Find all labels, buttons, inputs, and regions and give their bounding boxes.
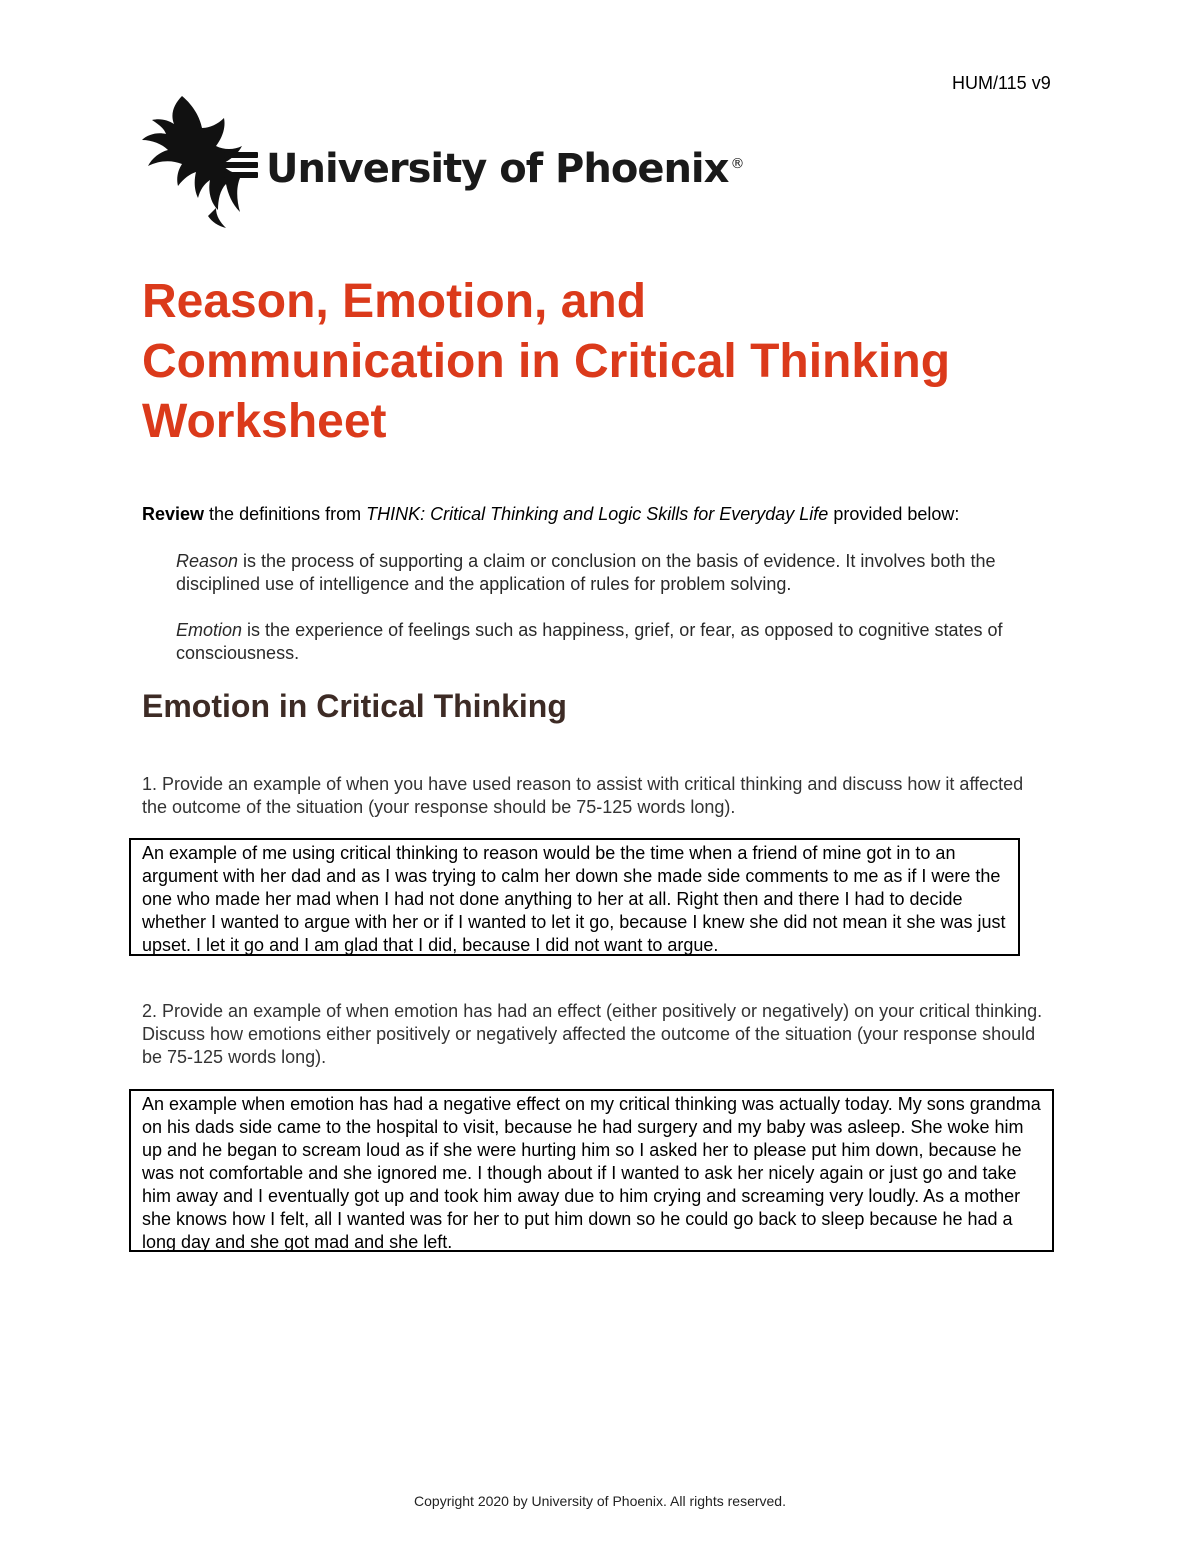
title-line-2: Communication in Critical Thinking bbox=[142, 335, 951, 388]
university-name bbox=[266, 146, 743, 192]
title-line-1: Reason, Emotion, and bbox=[142, 275, 647, 328]
intro-text-before: the definitions from bbox=[204, 504, 367, 524]
intro-text-after: provided below: bbox=[828, 504, 960, 524]
definition-emotion bbox=[176, 619, 1076, 665]
question-1: 1. Provide an example of when you have used reason to assist with critical thinking and discuss how it affected the outcome of the situation (your response should be 75-125 words long). bbox=[142, 774, 1024, 817]
section-heading: Emotion in Critical Thinking bbox=[142, 688, 567, 724]
answer-box-1[interactable]: An example of me using critical thinking to reason would be the time when a friend of mine got in to an argument with her dad and as I was trying to calm her down she made side comments to me as if I were the one who made her mad when I had not done anything to her at all. Right then and there I had to decide whether I wanted to argue with her or if I wanted to let it go, because I knew she did not mean it she was just upset. I let it go and I am glad that I did, because I did not want to argue. bbox=[129, 838, 1020, 956]
title-line-3: Worksheet bbox=[142, 395, 387, 448]
phoenix-bird-icon bbox=[138, 94, 258, 230]
reason-text: is the process of supporting a claim or conclusion on the basis of evidence. It involves both the disciplined use of intelligence and the application of rules for problem solving. bbox=[176, 551, 996, 594]
page-title bbox=[142, 272, 1102, 452]
question-2: 2. Provide an example of when emotion has had an effect (either positively or negatively) on your critical thinking. Discuss how emotions either positively or negatively affected the outcome of the situation (your response should be 75-125 words long). bbox=[142, 1001, 1043, 1067]
answer-box-2[interactable]: An example when emotion has had a negative effect on my critical thinking was actually today. My sons grandma on his dads side came to the hospital to visit, because he had surgery and my baby was asleep. She woke him up and he began to scream loud as if she were hurting him so I asked her to please put him down, because he was not comfortable and she ignored me. I though about if I wanted to ask her nicely again or just go and take him away and I eventually got up and took him away due to him crying and screaming very loudly. As a mother she knows how I felt, all I wanted was for her to put him down so he could go back to sleep because he had a long day and she got mad and she left. bbox=[129, 1089, 1054, 1252]
university-logo bbox=[138, 94, 743, 230]
copyright-footer: Copyright 2020 by University of Phoenix. All rights reserved. bbox=[414, 1493, 786, 1509]
registered-mark: ® bbox=[730, 155, 744, 172]
course-code: HUM/115 v9 bbox=[952, 73, 1051, 93]
university-name-text: University of Phoenix bbox=[266, 146, 729, 192]
intro-bold-word: Review bbox=[142, 504, 205, 524]
reason-term: Reason bbox=[176, 551, 239, 571]
definition-reason bbox=[176, 550, 1076, 596]
emotion-text: is the experience of feelings such as happiness, grief, or fear, as opposed to cognitive states of consciousness. bbox=[176, 620, 1003, 663]
emotion-term: Emotion bbox=[176, 620, 243, 640]
book-title: THINK: Critical Thinking and Logic Skills for Everyday Life bbox=[366, 504, 829, 524]
intro-paragraph bbox=[142, 503, 1102, 526]
